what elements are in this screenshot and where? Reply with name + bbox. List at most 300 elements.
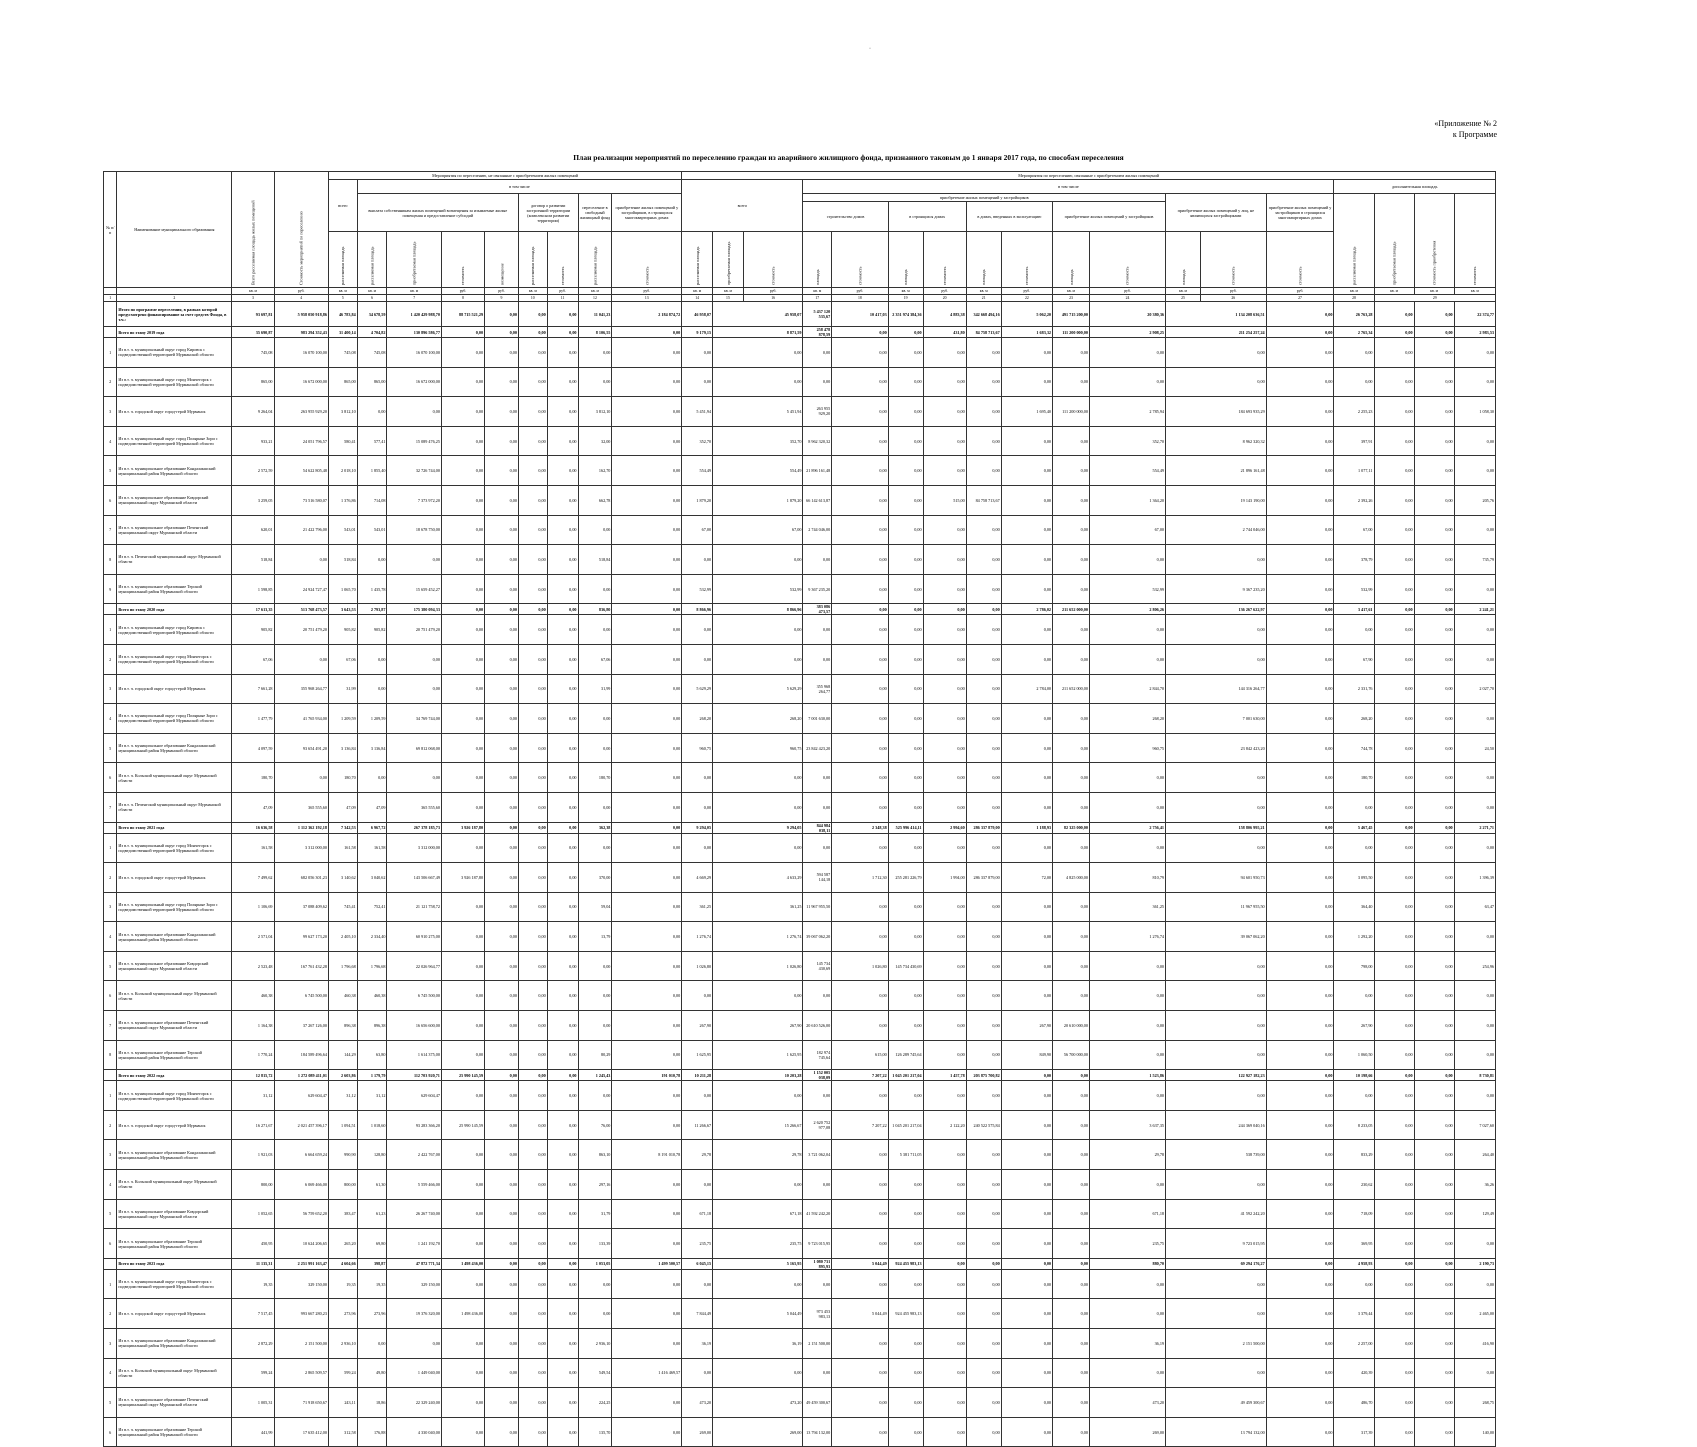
cell-value: 0,00 xyxy=(1374,951,1414,981)
cell-value: 0,00 xyxy=(1001,1170,1052,1200)
cell-value: 88 715 521,29 xyxy=(441,302,484,327)
cell-value: 47,09 xyxy=(328,792,357,822)
cell-value: 0,00 xyxy=(1414,822,1454,833)
cell-value: 0,00 xyxy=(518,515,547,545)
cell-value: 6 664 659,24 xyxy=(274,1140,328,1170)
cell-value: 863,10 xyxy=(578,1140,612,1170)
cell-value: 0,00 xyxy=(1374,615,1414,645)
cell-value: 0,00 xyxy=(1374,863,1414,893)
cell-value: 0,00 xyxy=(1414,1040,1454,1070)
cell-value: 0,00 xyxy=(923,456,966,486)
cell-value: 0,00 xyxy=(1266,485,1334,515)
cell-value: 9 179,15 xyxy=(682,327,713,338)
cell-value: 69 812 068,00 xyxy=(387,733,441,763)
sub-v-con-area: площадь xyxy=(803,232,832,288)
cell-value: 0,00 xyxy=(966,1258,1001,1269)
cell-value: 0,00 xyxy=(1414,367,1454,397)
cell-value: 0,00 xyxy=(1454,763,1495,793)
cell-value: 3 095,50 xyxy=(1334,863,1374,893)
cell-value: 34 678,59 xyxy=(357,302,387,327)
cell-value: 0,00 xyxy=(485,1269,519,1299)
appendix-number: «Приложение № 2 xyxy=(1434,119,1497,128)
column-number: 7 xyxy=(387,295,441,302)
cell-value: 0,00 xyxy=(1414,792,1454,822)
cell-value: 0,00 xyxy=(803,1269,832,1299)
cell-value: 5 044,49 xyxy=(713,1299,803,1329)
cell-value: 37 267 126,00 xyxy=(274,1011,328,1041)
cell-value: 0,00 xyxy=(1266,1329,1334,1359)
cell-value: 111 200 000,00 xyxy=(1053,327,1090,338)
sub-v-mb-cost: стоимость xyxy=(923,232,966,288)
cell-value: 0,00 xyxy=(1374,733,1414,763)
cell-value: 0,00 xyxy=(1374,1299,1414,1329)
row-number: 4 xyxy=(104,426,117,456)
cell-value: 2 844,70 xyxy=(1089,674,1165,704)
row-name: Всего по этапу 2023 года xyxy=(117,1258,232,1269)
cell-value: 2 027,70 xyxy=(1454,674,1495,704)
cell-value: 2 151 500,00 xyxy=(1166,1329,1267,1359)
cell-value: 0,00 xyxy=(1266,1229,1334,1259)
cell-value: 0,00 xyxy=(612,1417,682,1447)
cell-value: 13 794 132,00 xyxy=(1166,1417,1267,1447)
cell-value: 3 140,62 xyxy=(328,863,357,893)
cell-value: 19,35 xyxy=(357,1269,387,1299)
cell-value: 0,00 xyxy=(485,515,519,545)
cell-value: 6 745 500,00 xyxy=(387,981,441,1011)
cell-value: 22 329 240,00 xyxy=(387,1388,441,1418)
cell-value: 0,00 xyxy=(1334,367,1374,397)
cell-value: 3 926 187,80 xyxy=(441,822,484,833)
cell-value: 0,00 xyxy=(441,485,484,515)
cell-value: 3 312 000,00 xyxy=(387,833,441,863)
cell-value: 128,80 xyxy=(357,1140,387,1170)
row-name: Из в.т. ч. городской округ город-герой Мурманск xyxy=(117,863,232,893)
column-number: 15 xyxy=(713,295,744,302)
unit: руб. xyxy=(743,288,803,295)
cell-value: 0,00 xyxy=(832,338,888,368)
row-number xyxy=(104,327,117,338)
construction-header: строительство домов xyxy=(803,202,888,232)
cell-value: 0,00 xyxy=(518,1258,547,1269)
cell-value: 0,00 xyxy=(547,397,578,427)
cell-value: 0,00 xyxy=(518,792,547,822)
cell-value: 0,00 xyxy=(1374,426,1414,456)
cell-value: 15 659 452,27 xyxy=(387,574,441,604)
cell-value: 671,18 xyxy=(713,1199,803,1229)
sub-v-agr-area: расселяемая площадь xyxy=(518,232,547,288)
cell-value: 0,00 xyxy=(547,302,578,327)
cell-value: 460,38 xyxy=(328,981,357,1011)
cell-value: 0,00 xyxy=(1001,1070,1052,1081)
sub-v-pay-comp: возмещение xyxy=(485,232,519,288)
cell-value: 2 744 046,00 xyxy=(1166,515,1267,545)
cell-value: 0,00 xyxy=(888,327,923,338)
cell-value: 24 924 727,47 xyxy=(274,574,328,604)
cell-value: 0,00 xyxy=(441,892,484,922)
cell-value: 0,00 xyxy=(888,733,923,763)
unit: кв. м xyxy=(1414,288,1454,295)
document-title: План реализации мероприятий по переселению граждан из аварийного жилищного фонда, признанного таковым до 1 января 2017 года, по способам переселения xyxy=(573,153,1124,162)
cell-value: 397,91 xyxy=(1334,426,1374,456)
municipality-row xyxy=(104,1011,1496,1041)
row-name: Из в.т. ч. муниципальное образование Кандалакшский муниципальный район Мурманской области xyxy=(117,456,232,486)
cell-value: 0,00 xyxy=(1414,1358,1454,1388)
cell-value: 54 622 805,48 xyxy=(274,456,328,486)
cell-value: 0,00 xyxy=(1089,1269,1165,1299)
sub-v-fp-cost: стоимость xyxy=(1200,232,1266,288)
cell-value: 0,00 xyxy=(1053,644,1090,674)
cell-value: 2 936,10 xyxy=(328,1329,357,1359)
cell-value: 1 026,80 xyxy=(682,951,713,981)
unit: руб. xyxy=(547,288,578,295)
cell-value: 69,80 xyxy=(357,1229,387,1259)
cell-value: 0,00 xyxy=(1374,1110,1414,1140)
unit: кв. м xyxy=(682,288,713,295)
cell-value: 0,00 xyxy=(612,615,682,645)
cell-value: 0,00 xyxy=(1374,833,1414,863)
cell-value: 0,00 xyxy=(518,763,547,793)
row-number: 2 xyxy=(104,1110,117,1140)
cell-value: 0,00 xyxy=(1166,545,1267,575)
cell-value: 1 921,03 xyxy=(232,1140,274,1170)
cell-value: 0,00 xyxy=(1266,456,1334,486)
cell-value: 0,00 xyxy=(547,515,578,545)
cell-value: 8 730,81 xyxy=(1454,1070,1495,1081)
cell-value: 4 958,93 xyxy=(1334,1258,1374,1269)
cell-value: 0,00 xyxy=(547,327,578,338)
cell-value: 67,00 xyxy=(1334,515,1374,545)
cell-value: 0,00 xyxy=(713,1170,803,1200)
municipality-row xyxy=(104,1199,1496,1229)
cell-value: 0,00 xyxy=(578,615,612,645)
unit: кв. м xyxy=(713,288,744,295)
municipality-row xyxy=(104,1417,1496,1447)
column-number: 21 xyxy=(966,295,1001,302)
cell-value: 18,86 xyxy=(357,1388,387,1418)
cell-value: 0,00 xyxy=(1001,1329,1052,1359)
cell-value: 0,00 xyxy=(485,1388,519,1418)
cell-value: 0,00 xyxy=(888,604,923,615)
cell-value: 56 759 652,20 xyxy=(274,1199,328,1229)
row-number: 7 xyxy=(104,515,117,545)
cell-value: 0,00 xyxy=(441,1417,484,1447)
cell-value: 0,00 xyxy=(713,615,803,645)
cell-value: 0,00 xyxy=(547,604,578,615)
cell-value: 0,00 xyxy=(1414,397,1454,427)
cell-value: 1 094,51 xyxy=(328,1110,357,1140)
cell-value: 32 726 744,00 xyxy=(387,456,441,486)
cell-value: 0,00 xyxy=(888,1269,923,1299)
cell-value: 543,01 xyxy=(357,515,387,545)
cell-value: 0,00 xyxy=(1414,1081,1454,1111)
cell-value: 983 294 352,43 xyxy=(274,327,328,338)
cell-value: 352,70 xyxy=(713,426,803,456)
cell-value: 13,79 xyxy=(578,922,612,952)
other-acq-header: приобретение жилых помещений у застройщиков в строящихся многоквартирных домах xyxy=(1266,194,1334,232)
cell-value: 800,00 xyxy=(232,1170,274,1200)
cell-value: 1 796,68 xyxy=(328,951,357,981)
cell-value: 67,00 xyxy=(713,515,803,545)
cell-value: 420,39 xyxy=(1334,1358,1374,1388)
cell-value: 0,00 xyxy=(1374,604,1414,615)
cell-value: 0,00 xyxy=(1266,733,1334,763)
cell-value: 25 990 145,59 xyxy=(441,1070,484,1081)
row-name: Из в.т. ч. муниципальный округ город Полярные Зори с подведомственной территорией Мурманской области xyxy=(117,892,232,922)
cell-value: 0,00 xyxy=(441,674,484,704)
cell-value: 31,99 xyxy=(578,674,612,704)
cell-value: 1 598,85 xyxy=(232,574,274,604)
row-name: Из в.т. ч. Кольский муниципальный округ Мурманской области xyxy=(117,1358,232,1388)
row-name: Из в.т. ч. муниципальное образование Ковдорский муниципальный округ Мурманской области xyxy=(117,951,232,981)
cell-value: 0,00 xyxy=(1053,1110,1090,1140)
cell-value: 0,00 xyxy=(612,1229,682,1259)
cell-value: 9 264,04 xyxy=(232,397,274,427)
cell-value: 352,70 xyxy=(682,426,713,456)
cell-value: 0,00 xyxy=(547,922,578,952)
cell-value: 3 379,44 xyxy=(1334,1299,1374,1329)
cell-value: 59,04 xyxy=(578,892,612,922)
cell-value: 8 866,96 xyxy=(713,604,803,615)
program-total-row xyxy=(104,302,1496,327)
cell-value: 0,00 xyxy=(1414,674,1454,704)
stage-total-row xyxy=(104,822,1496,833)
cell-value: 0,00 xyxy=(832,1081,888,1111)
sub-v-comp-cost: стоимость xyxy=(612,232,682,288)
column-number: 11 xyxy=(547,295,578,302)
municipality-row xyxy=(104,1329,1496,1359)
cell-value: 0,00 xyxy=(682,615,713,645)
cell-value: 0,00 xyxy=(832,1170,888,1200)
cell-value: 18 678 750,00 xyxy=(387,515,441,545)
cell-value: 0,00 xyxy=(923,704,966,734)
appendix-label xyxy=(1434,118,1497,140)
cell-value: 0,00 xyxy=(966,833,1001,863)
cell-value: 800,00 xyxy=(328,1170,357,1200)
cell-value: 0,00 xyxy=(832,981,888,1011)
unit: руб. xyxy=(1266,288,1334,295)
cell-value: 4 604,66 xyxy=(328,1258,357,1269)
unit: руб. xyxy=(1089,288,1165,295)
cell-value: 0,00 xyxy=(832,604,888,615)
cell-value: 1 683,32 xyxy=(1001,327,1052,338)
cell-value: 0,00 xyxy=(966,1011,1001,1041)
cell-value: 23 842 423,20 xyxy=(803,733,832,763)
cell-value: 0,00 xyxy=(578,951,612,981)
cell-value: 3 812,10 xyxy=(578,397,612,427)
row-name: Из в.т. ч. муниципальный округ город Мончегорск с подведомственной территорией Мурманской области xyxy=(117,1269,232,1299)
from-persons-header: приобретение жилых помещений у лиц, не являющихся застройщиками xyxy=(1166,194,1267,232)
cell-value: 20 610 526,00 xyxy=(803,1011,832,1041)
cell-value: 0,00 xyxy=(357,1329,387,1359)
cell-value: 0,00 xyxy=(485,951,519,981)
sub-v-fund-area: расселяемая площадь xyxy=(578,232,612,288)
cell-value: 6 045,15 xyxy=(682,1258,713,1269)
municipality-row xyxy=(104,1229,1496,1259)
cell-value: 12 815,72 xyxy=(232,1070,274,1081)
municipality-row xyxy=(104,763,1496,793)
cell-value: 0,00 xyxy=(547,763,578,793)
cell-value: 0,00 xyxy=(966,951,1001,981)
unit: кв. м xyxy=(1334,288,1374,295)
cell-value: 0,00 xyxy=(518,367,547,397)
cell-value: 513 768 473,57 xyxy=(274,604,328,615)
cell-value: 0,00 xyxy=(832,1358,888,1388)
cell-value: 0,00 xyxy=(888,922,923,952)
cell-value: 0,00 xyxy=(966,515,1001,545)
cell-value: 0,00 xyxy=(1414,1417,1454,1447)
cell-value: 67,90 xyxy=(1334,644,1374,674)
cell-value: 798,00 xyxy=(1334,951,1374,981)
cell-value: 0,00 xyxy=(1374,1269,1414,1299)
municipality-row xyxy=(104,367,1496,397)
cell-value: 0,00 xyxy=(518,1358,547,1388)
cell-value: 0,00 xyxy=(1266,1070,1334,1081)
cell-value: 629 604,47 xyxy=(387,1081,441,1111)
cell-value: 543,01 xyxy=(328,515,357,545)
cell-value: 0,00 xyxy=(1053,485,1090,515)
cell-value: 0,00 xyxy=(1374,485,1414,515)
cell-value: 203 875 700,82 xyxy=(966,1070,1001,1081)
cell-value: 0,00 xyxy=(1266,792,1334,822)
cell-value: 317,39 xyxy=(1334,1417,1374,1447)
cell-value: 126 289 745,64 xyxy=(888,1040,923,1070)
cell-value: 9 294,05 xyxy=(713,822,803,833)
cell-value: 0,00 xyxy=(441,1229,484,1259)
cell-value: 0,00 xyxy=(1374,574,1414,604)
cell-value: 0,00 xyxy=(1001,981,1052,1011)
cell-value: 361,25 xyxy=(682,892,713,922)
free-fund-header: переселение в свободный жилищный фонд xyxy=(578,194,612,232)
cell-value: 0,00 xyxy=(1266,604,1334,615)
cell-value: 0,00 xyxy=(682,763,713,793)
cell-value: 0,00 xyxy=(441,327,484,338)
cell-value: 0,00 xyxy=(888,674,923,704)
cell-value: 0,00 xyxy=(832,922,888,952)
cell-value: 0,00 xyxy=(441,644,484,674)
cell-value: 0,00 xyxy=(1053,338,1090,368)
cell-value: 0,00 xyxy=(518,892,547,922)
cell-value: 0,00 xyxy=(713,644,803,674)
municipality-row xyxy=(104,1269,1496,1299)
cell-value: 2 865 509,57 xyxy=(274,1358,328,1388)
cell-value: 93 654 491,20 xyxy=(274,733,328,763)
cell-value: 0,00 xyxy=(1089,981,1165,1011)
cell-value: 0,00 xyxy=(485,367,519,397)
cell-value: 0,00 xyxy=(1001,1110,1052,1140)
unit: кв. м xyxy=(1166,288,1201,295)
cell-value: 180,70 xyxy=(328,763,357,793)
cell-value: 2 994,60 xyxy=(923,822,966,833)
cell-value: 0,00 xyxy=(966,456,1001,486)
row-name: Из в.т. ч. муниципальное образование Кандалакшский муниципальный район Мурманской области xyxy=(117,1329,232,1359)
cell-value: 1 498 436,00 xyxy=(441,1299,484,1329)
cell-value: 0,00 xyxy=(832,1269,888,1299)
cell-value: 0,00 xyxy=(888,644,923,674)
cell-value: 0,00 xyxy=(547,792,578,822)
cell-value: 0,00 xyxy=(1166,1269,1267,1299)
cell-value: 0,00 xyxy=(612,1329,682,1359)
column-number: 16 xyxy=(743,295,803,302)
cell-value: 21 896 161,48 xyxy=(1166,456,1267,486)
cell-value: 933,21 xyxy=(232,426,274,456)
extra-v1: расселяемая площадь xyxy=(1334,194,1374,288)
cell-value: 0,00 xyxy=(832,644,888,674)
cell-value: 49 459 300,67 xyxy=(1166,1388,1267,1418)
cell-value: 0,00 xyxy=(612,922,682,952)
cell-value: 20 380,36 xyxy=(1089,302,1165,327)
cell-value: 20 751 479,20 xyxy=(274,615,328,645)
cell-value: 0,00 xyxy=(518,1011,547,1041)
cell-value: 0,00 xyxy=(485,863,519,893)
cell-value: 111 200 000,00 xyxy=(1053,397,1090,427)
cell-value: 19,35 xyxy=(328,1269,357,1299)
cell-value: 0,00 xyxy=(1266,515,1334,545)
cell-value: 0,00 xyxy=(1166,615,1267,645)
cell-value: 0,00 xyxy=(547,644,578,674)
cell-value: 2 785,94 xyxy=(1089,397,1165,427)
cell-value: 7 027,60 xyxy=(1454,1110,1495,1140)
cell-value: 0,00 xyxy=(1053,704,1090,734)
cell-value: 1 276,74 xyxy=(682,922,713,952)
cell-value: 0,00 xyxy=(547,892,578,922)
cell-value: 0,00 xyxy=(485,397,519,427)
cell-value: 0,00 xyxy=(832,456,888,486)
cell-value: 2 018,10 xyxy=(328,456,357,486)
cell-value: 0,00 xyxy=(1454,1081,1495,1111)
cell-value: 0,00 xyxy=(923,763,966,793)
cell-value: 0,00 xyxy=(888,456,923,486)
cell-value: 0,00 xyxy=(441,833,484,863)
cell-value: 0,00 xyxy=(485,1417,519,1447)
cell-value: 0,00 xyxy=(966,892,1001,922)
cell-value: 1 053,05 xyxy=(578,1258,612,1269)
cell-value: 0,00 xyxy=(441,1170,484,1200)
unit: руб. xyxy=(923,288,966,295)
cell-value: 61,23 xyxy=(357,1199,387,1229)
cell-value: 0,00 xyxy=(923,674,966,704)
cell-value: 21 422 796,00 xyxy=(274,515,328,545)
cell-value: 0,00 xyxy=(1001,574,1052,604)
cell-value: 0,00 xyxy=(1414,1110,1454,1140)
row-number xyxy=(104,1070,117,1081)
cell-value: 0,00 xyxy=(1089,1358,1165,1388)
cell-value: 0,00 xyxy=(485,485,519,515)
cell-value: 0,00 xyxy=(1414,302,1454,327)
cell-value: 0,00 xyxy=(713,367,803,397)
cell-value: 0,00 xyxy=(1266,1170,1334,1200)
cell-value: 2 572,59 xyxy=(232,456,274,486)
cell-value: 205,76 xyxy=(1454,485,1495,515)
cell-value: 0,00 xyxy=(888,426,923,456)
cell-value: 0,00 xyxy=(1414,1258,1454,1269)
cell-value: 26 267 740,00 xyxy=(387,1199,441,1229)
cell-value: 129,49 xyxy=(1454,1199,1495,1229)
cell-value: 0,00 xyxy=(1334,1081,1374,1111)
column-number: 4 xyxy=(274,295,328,302)
cell-value: 0,00 xyxy=(547,1040,578,1070)
cell-value: 0,00 xyxy=(1334,615,1374,645)
cell-value: 82 325 000,00 xyxy=(1053,822,1090,833)
cell-value: 0,00 xyxy=(518,615,547,645)
cell-value: 0,00 xyxy=(966,704,1001,734)
cell-value: 0,00 xyxy=(923,338,966,368)
cell-value: 0,00 xyxy=(1001,1299,1052,1329)
row-name: Из в.т. ч. Кольский муниципальный округ Мурманской области xyxy=(117,981,232,1011)
cell-value: 0,00 xyxy=(1266,1040,1334,1070)
cell-value: 0,00 xyxy=(485,1199,519,1229)
cell-value: 2 241,21 xyxy=(1454,604,1495,615)
row-name: Из в.т. ч. муниципальное образование Терский муниципальный район Мурманской области xyxy=(117,1040,232,1070)
